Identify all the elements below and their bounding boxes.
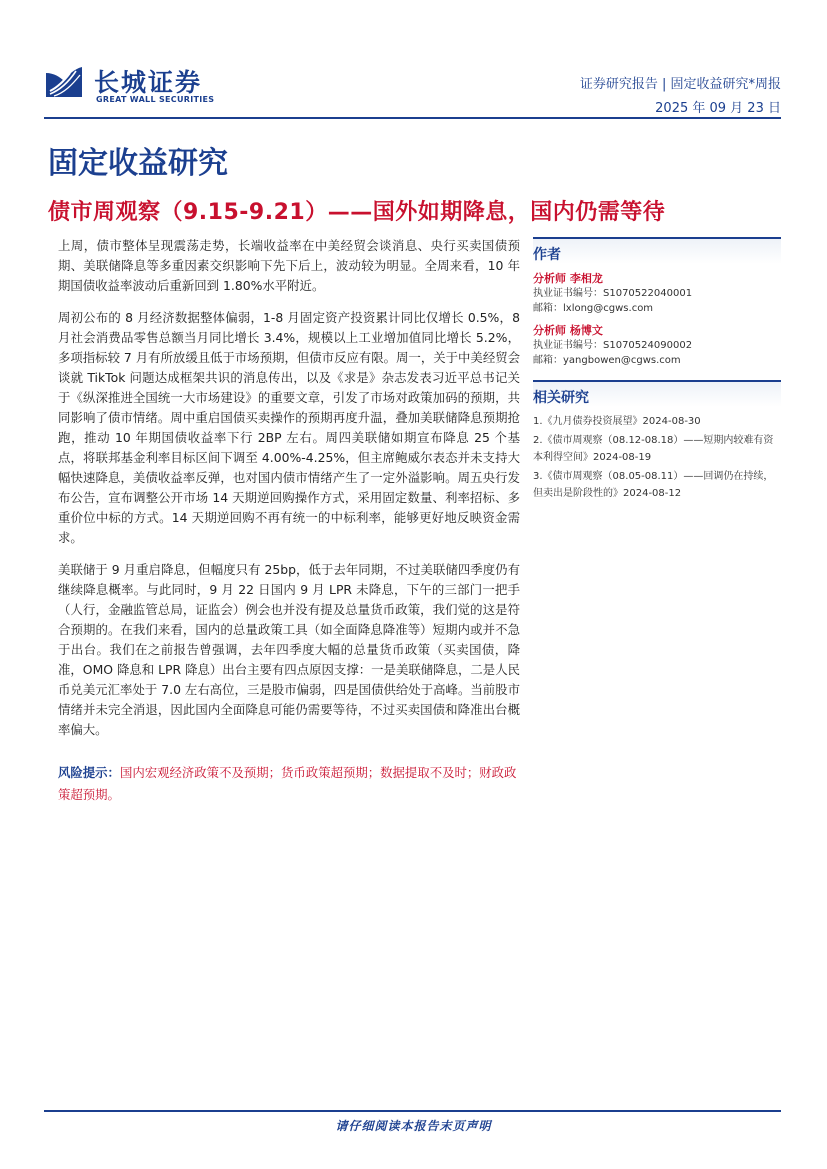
risk-label: 风险提示： [58, 765, 120, 780]
report-date: 2025 年 09 月 23 日 [655, 101, 781, 116]
analyst-cert: 执业证书编号：S1070522040001 [533, 288, 693, 299]
related-research-list [533, 413, 781, 502]
analyst-email[interactable]: 邮箱：yangbowen@cgws.com [533, 355, 681, 366]
report-title: 债市周观察（9.15-9.21）——国外如期降息，国内仍需等待 [48, 200, 666, 225]
sidebar [533, 237, 781, 504]
body-paragraph: 上周，债市整体呈现震荡走势，长端收益率在中美经贸会谈消息、央行买卖国债预期、美联储降息等多重因素交织影响下先下后上，波动较为明显。全周来看，10 年期国债收益率波动后重新回到 1.80%水平附近。 [58, 238, 520, 293]
risk-text: 国内宏观经济政策不及预期；货币政策超预期；数据提取不及时；财政政策超预期。 [58, 765, 517, 802]
logo-english-name: GREAT WALL SECURITIES [96, 95, 215, 104]
report-category: 证券研究报告 | 固定收益研究*周报 [579, 77, 781, 92]
authors-heading: 作者 [533, 237, 781, 264]
section-title: 固定收益研究 [48, 146, 228, 181]
header-divider [44, 117, 781, 119]
risk-warning [58, 762, 520, 806]
body-paragraph: 美联储于 9 月重启降息，但幅度只有 25bp，低于去年同期，不过美联储四季度仍有继续降息概率。与此同时，9 月 22 日国内 9 月 LPR 未降息，下午的三部门一把手（人行，金融监管总局，证监会）例会也并没有提及总量货币政策，我们觉的这是符合预期的。在我们来看，国内的总量政策工具（如全面降息降准等）短期内或并不急于出台。我们在之前报告曾强调，去年四季度大幅的总量货币政策（买卖国债，降准，OMO 降息和 LPR 降息）出台主要有四点原因支撑：一是美联储降息，二是人民币兑美元汇率处于 7.0 左右高位，三是股市偏弱，四是国债供给处于高峰。当前股市情绪并未完全消退，因此国内全面降息可能仍需要等待，不过买卖国债和降准出台概率偏大。 [58, 562, 520, 737]
analyst-name: 分析师 李相龙 [533, 272, 603, 285]
great-wall-logo-icon [44, 63, 84, 103]
footer-disclaimer: 请仔细阅读本报告末页声明 [335, 1119, 492, 1133]
related-research-item[interactable]: 1.《九月债券投资展望》2024-08-30 [533, 416, 701, 427]
related-research-item[interactable]: 3.《债市周观察（08.05-08.11）——回调仍在持续，但卖出是阶段性的》2024-08-12 [533, 471, 774, 499]
body-paragraph: 周初公布的 8 月经济数据整体偏弱，1-8 月固定资产投资累计同比仅增长 0.5%，8 月社会消费品零售总额当月同比增长 3.4%，规模以上工业增加值同比增长 5.2%，多项指标较 7 月有所放缓且低于市场预期，但债市反应有限。周一，关于中美经贸会谈就 TikTok 问题达成框架共识的消息传出，以及《求是》杂志发表习近平总书记关于《纵深推进全国统一大市场建设》的重要文章，引发了市场对政策加码的预期，共同影响了债市情绪。周中重启国债买卖操作的预期再度升温，叠加美联储降息预期抢跑，推动 10 年期国债收益率下行 2BP 左右。周四美联储如期宣布降息 25 个基点，将联邦基金利率目标区间下调至 4.00%-4.25%，但主席鲍威尔表态并未支持大幅快速降息，美债收益率反弹，也对国内债市情绪产生了一定外溢影响。周五央行发布公告，宣布调整公开市场 14 天期逆回购操作方式，采用固定数量、利率招标、多重价位中标的方式。14 天期逆回购不再有统一的中标利率，能够更好地反映资金需求。 [58, 310, 520, 545]
analyst-block [533, 272, 781, 316]
analyst-email[interactable]: 邮箱：lxlong@cgws.com [533, 303, 654, 314]
company-logo [44, 63, 214, 107]
related-research-heading: 相关研究 [533, 380, 781, 407]
analyst-cert: 执业证书编号：S1070524090002 [533, 340, 693, 351]
main-body [58, 236, 520, 752]
logo-chinese-name: 长城证券 [94, 68, 203, 97]
related-research-item[interactable]: 2.《债市周观察（08.12-08.18）——短期内较难有资本利得空间》2024-08-19 [533, 435, 774, 463]
analyst-block [533, 324, 781, 368]
analyst-name: 分析师 杨博文 [533, 324, 603, 337]
report-header [580, 73, 781, 116]
footer-divider [44, 1110, 781, 1112]
